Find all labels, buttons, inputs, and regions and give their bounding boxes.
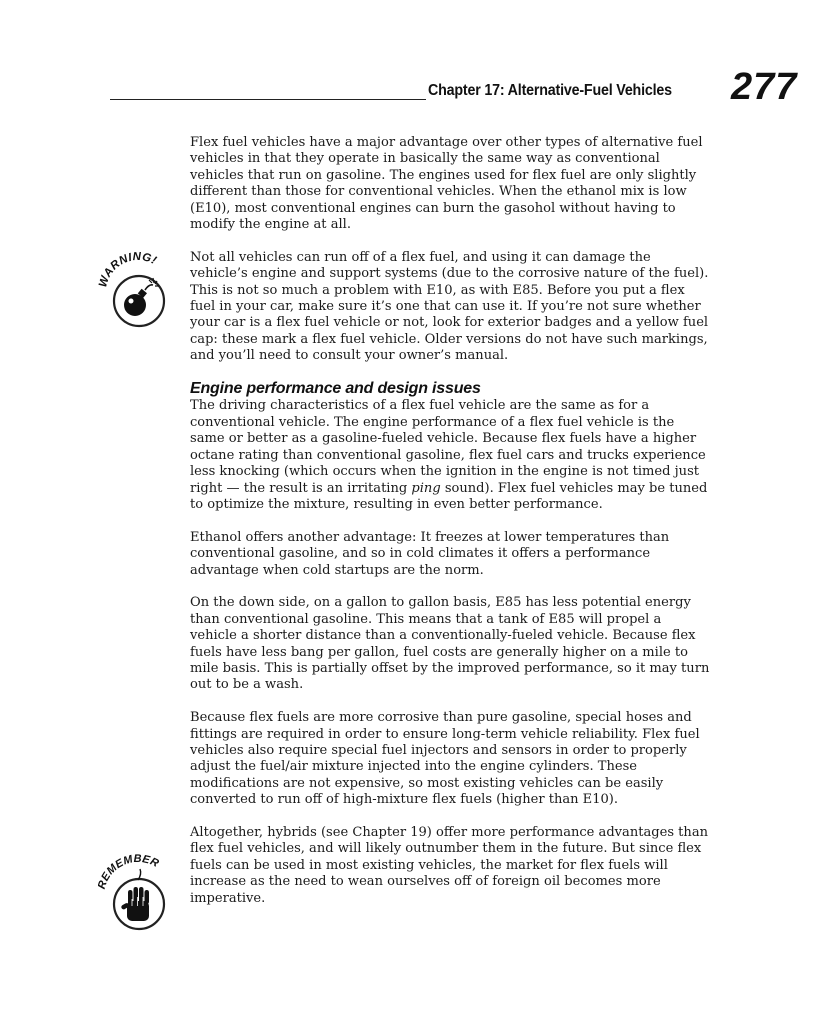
warning-icon bbox=[98, 252, 178, 332]
header-rule bbox=[110, 99, 426, 100]
paragraph-driving-characteristics bbox=[190, 398, 710, 513]
paragraph-down-side: On the down side, on a gallon to gallon basis, E85 has less potential energy than conventional gasoline. This means that a tank of E85 will propel a vehicle a shorter distance than a conventionally-fueled vehicle. Because flex fuels have less bang per gallon, fuel costs are generally higher on a mile to mile basis. This is partially offset by the improved performance, so it may turn out to be a wash. bbox=[190, 595, 710, 693]
warning-label: WARNING! bbox=[98, 252, 159, 289]
paragraph-text: The driving characteristics of a flex fuel vehicle are the same as for a conventional vehicle. The engine performance of a flex fuel vehicle is the same or better as a gasoline-fueled vehicle. Because flex fuels have a higher octane rating than conventional gasoline, flex fuel cars and trucks experience less knocking (which occurs when the ignition in the engine is not timed just right — the result is an irritating bbox=[190, 398, 706, 496]
paragraph-ethanol-advantage: Ethanol offers another advantage: It freezes at lower temperatures than conventional gasoline, and so in cold climates it offers a performance advantage when cold startups are the norm. bbox=[190, 529, 670, 578]
page-number: 277 bbox=[731, 66, 798, 108]
paragraph-flex-fuel-advantage: Flex fuel vehicles have a major advantage over other types of alternative fuel vehicles in that they operate in basically the same way as conventional vehicles that run on gasoline. The engines used for flex fuel are only slightly different than those for conventional vehicles. When the ethanol mix is low (E10), most conventional engines can burn the gasohol without having to modify the engine at all. bbox=[190, 135, 703, 233]
paragraph-remember: Altogether, hybrids (see Chapter 19) offer more performance advantages than flex fuel vehicles, and will likely outnumber them in the future. But since flex fuels can be used in most existing vehicles, the market for flex fuels will increase as the need to wean ourselves off of foreign oil becomes more imperative. bbox=[190, 824, 709, 906]
paragraph-corrosive: Because flex fuels are more corrosive than pure gasoline, special hoses and fittings are required in order to ensure long-term vehicle reliability. Flex fuel vehicles also require special fuel injectors and sensors in order to properly adjust the fuel/air mixture injected into the engine cylinders. These modifications are not expensive, so most existing vehicles can be easily converted to run off of high-mixture flex fuels (higher than E10). bbox=[190, 710, 700, 808]
section-heading: Engine performance and design issues bbox=[190, 380, 481, 398]
remember-icon bbox=[98, 854, 178, 934]
paragraph-warning: Not all vehicles can run off of a flex fuel, and using it can damage the vehicle’s engine and support systems (due to the corrosive nature of the fuel). This is not so much a problem with E10, as with E85. Before you put a flex fuel in your car, make sure it’s one that can use it. If you’re not sure whether your car is a flex fuel vehicle or not, look for exterior badges and a yellow fuel cap: these mark a flex fuel vehicle. Older versions do not have such markings, and you’ll need to consult your owner’s manual. bbox=[190, 249, 709, 364]
italic-ping: ping bbox=[411, 480, 441, 496]
paragraph-text: sound). Flex fuel vehicles may be tuned to optimize the mixture, resulting in even better performance. bbox=[190, 480, 708, 512]
page-body bbox=[190, 135, 710, 923]
remember-label: EMEMBER bbox=[99, 854, 161, 884]
chapter-title: Chapter 17: Alternative-Fuel Vehicles bbox=[428, 82, 672, 99]
